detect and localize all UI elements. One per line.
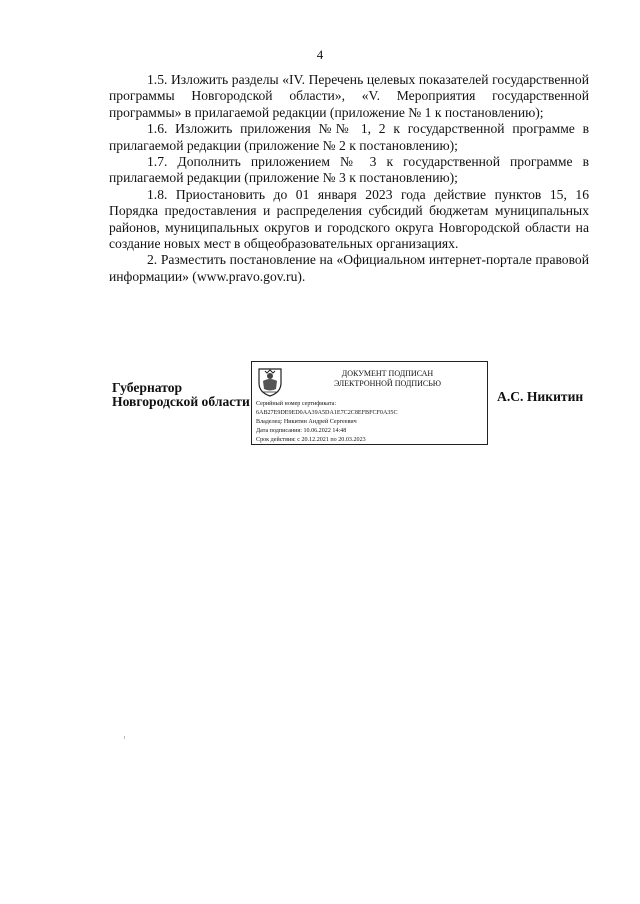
paragraph-1-6: 1.6. Изложить приложения №№ 1, 2 к государственной программе в прилагаемой редакции (приложение № 2 к постановлению); [109,121,589,153]
page-number: 4 [316,47,324,62]
electronic-signature-stamp [251,361,488,445]
signing-date: Дата подписания: 10.06.2022 14:48 [256,428,347,434]
paragraph-1-7: 1.7. Дополнить приложением № 3 к государственной программе в прилагаемой редакции (приложение № 3 к постановлению); [109,154,589,186]
certificate-owner: Владелец: Никитин Андрей Сергеевич [256,419,357,425]
certificate-serial-label: Серийный номер сертификата: [256,401,337,407]
signer-position-line2: Новгородской области [112,394,250,409]
scan-mark [124,736,125,739]
certificate-validity: Срок действия: с 20.12.2021 по 20.03.2023 [256,437,366,443]
stamp-title-line1: ДОКУМЕНТ ПОДПИСАН [341,369,434,378]
stamp-details [256,400,398,445]
stamp-title [290,369,485,388]
paragraph-2: 2. Разместить постановление на «Официальном интернет-портале правовой информации» (www.pravo.gov.ru). [109,252,589,284]
paragraph-1-8: 1.8. Приостановить до 01 января 2023 года действие пунктов 15, 16 Порядка предоставления и распределения субсидий бюджетам муниципальных районов, муниципальных округов и городского округа Новгородской области на создание новых мест в общеобразовательных организациях. [109,186,589,252]
coat-of-arms-icon [257,367,283,397]
certificate-serial-value: 6AB27E9DE9ED0AA39A5DA1E7C2C8EFBFCF0A35C [256,410,398,416]
signer-name: А.С. Никитин [497,389,584,404]
signer-position-line1: Губернатор [112,380,183,395]
document-body [109,72,589,285]
stamp-title-line2: ЭЛЕКТРОННОЙ ПОДПИСЬЮ [333,378,442,388]
paragraph-1-5: 1.5. Изложить разделы «IV. Перечень целевых показателей государственной программы Новгородской области», «V. Мероприятия государственной программы» в прилагаемой редакции (приложение № 1 к постановлению); [109,72,589,120]
signer-position [112,381,250,409]
